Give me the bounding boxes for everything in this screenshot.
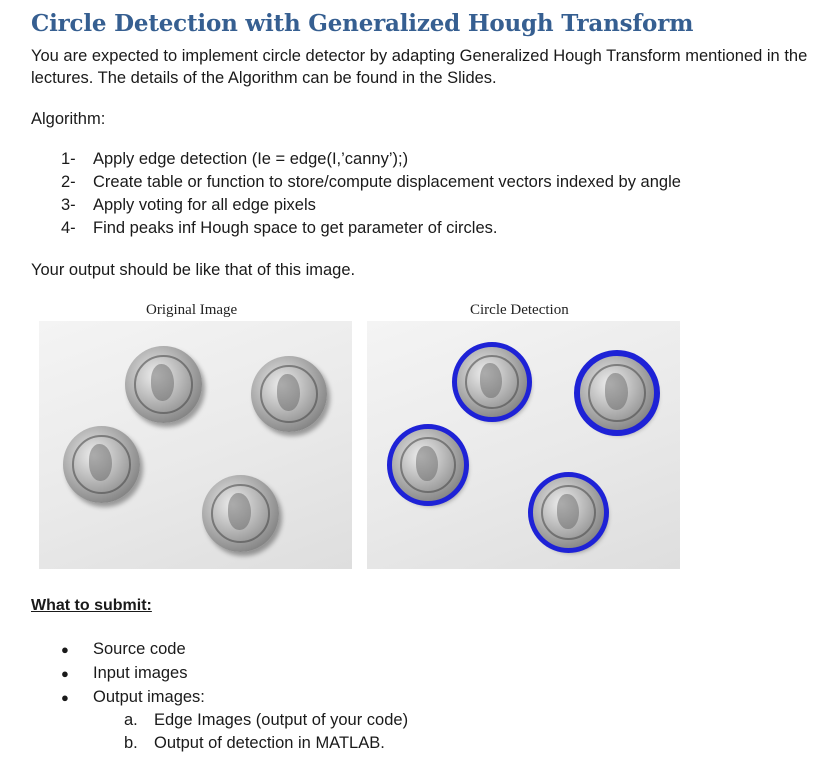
list-item-text: Input images [93, 664, 188, 682]
bullet-icon: ● [61, 690, 69, 705]
step-text: Apply voting for all edge pixels [93, 196, 316, 214]
step-item [61, 171, 681, 194]
step-text: Find peaks inf Hough space to get parameter of circles. [93, 219, 498, 237]
detection-image-caption: Circle Detection [470, 302, 569, 318]
sublist-item [124, 709, 408, 732]
detected-circle [574, 350, 660, 436]
list-item [61, 638, 205, 662]
coin [63, 426, 140, 503]
original-image [39, 321, 352, 569]
step-number: 1- [61, 150, 76, 168]
step-item [61, 194, 681, 217]
sublist-letter: a. [124, 711, 138, 729]
bullet-icon: ● [61, 642, 69, 657]
bullet-icon: ● [61, 666, 69, 681]
sublist-item [124, 732, 408, 755]
intro-paragraph: You are expected to implement circle detector by adapting Generalized Hough Transform mentioned in the lectures. The details of the Algorithm can be found in the Slides. [31, 47, 808, 87]
coin [202, 475, 279, 552]
detected-circle [387, 424, 469, 506]
step-text: Apply edge detection (Ie = edge(I,’canny’);) [93, 150, 409, 168]
detected-circle [452, 342, 532, 422]
circle-detection-image [367, 321, 680, 569]
list-item [61, 686, 205, 710]
step-number: 2- [61, 173, 76, 191]
list-item-text: Source code [93, 640, 186, 658]
sublist-text: Edge Images (output of your code) [154, 711, 409, 729]
algorithm-label: Algorithm: [31, 110, 106, 128]
original-image-caption: Original Image [146, 302, 238, 318]
what-to-submit-heading: What to submit: [31, 597, 152, 614]
coin [251, 356, 327, 432]
step-item [61, 148, 681, 171]
list-item-text: Output images: [93, 688, 205, 706]
detected-circle [528, 472, 609, 553]
coin [125, 346, 202, 423]
list-item [61, 662, 205, 686]
step-text: Create table or function to store/compute displacement vectors indexed by angle [93, 173, 681, 191]
output-images-sublist [124, 709, 408, 755]
sublist-text: Output of detection in MATLAB. [154, 734, 385, 752]
step-item [61, 217, 681, 240]
output-description: Your output should be like that of this image. [31, 261, 356, 279]
step-number: 4- [61, 219, 76, 237]
submit-list [61, 638, 205, 710]
algorithm-steps [61, 148, 681, 240]
step-number: 3- [61, 196, 76, 214]
page-title: Circle Detection with Generalized Hough Transform [31, 10, 694, 37]
sublist-letter: b. [124, 734, 138, 752]
